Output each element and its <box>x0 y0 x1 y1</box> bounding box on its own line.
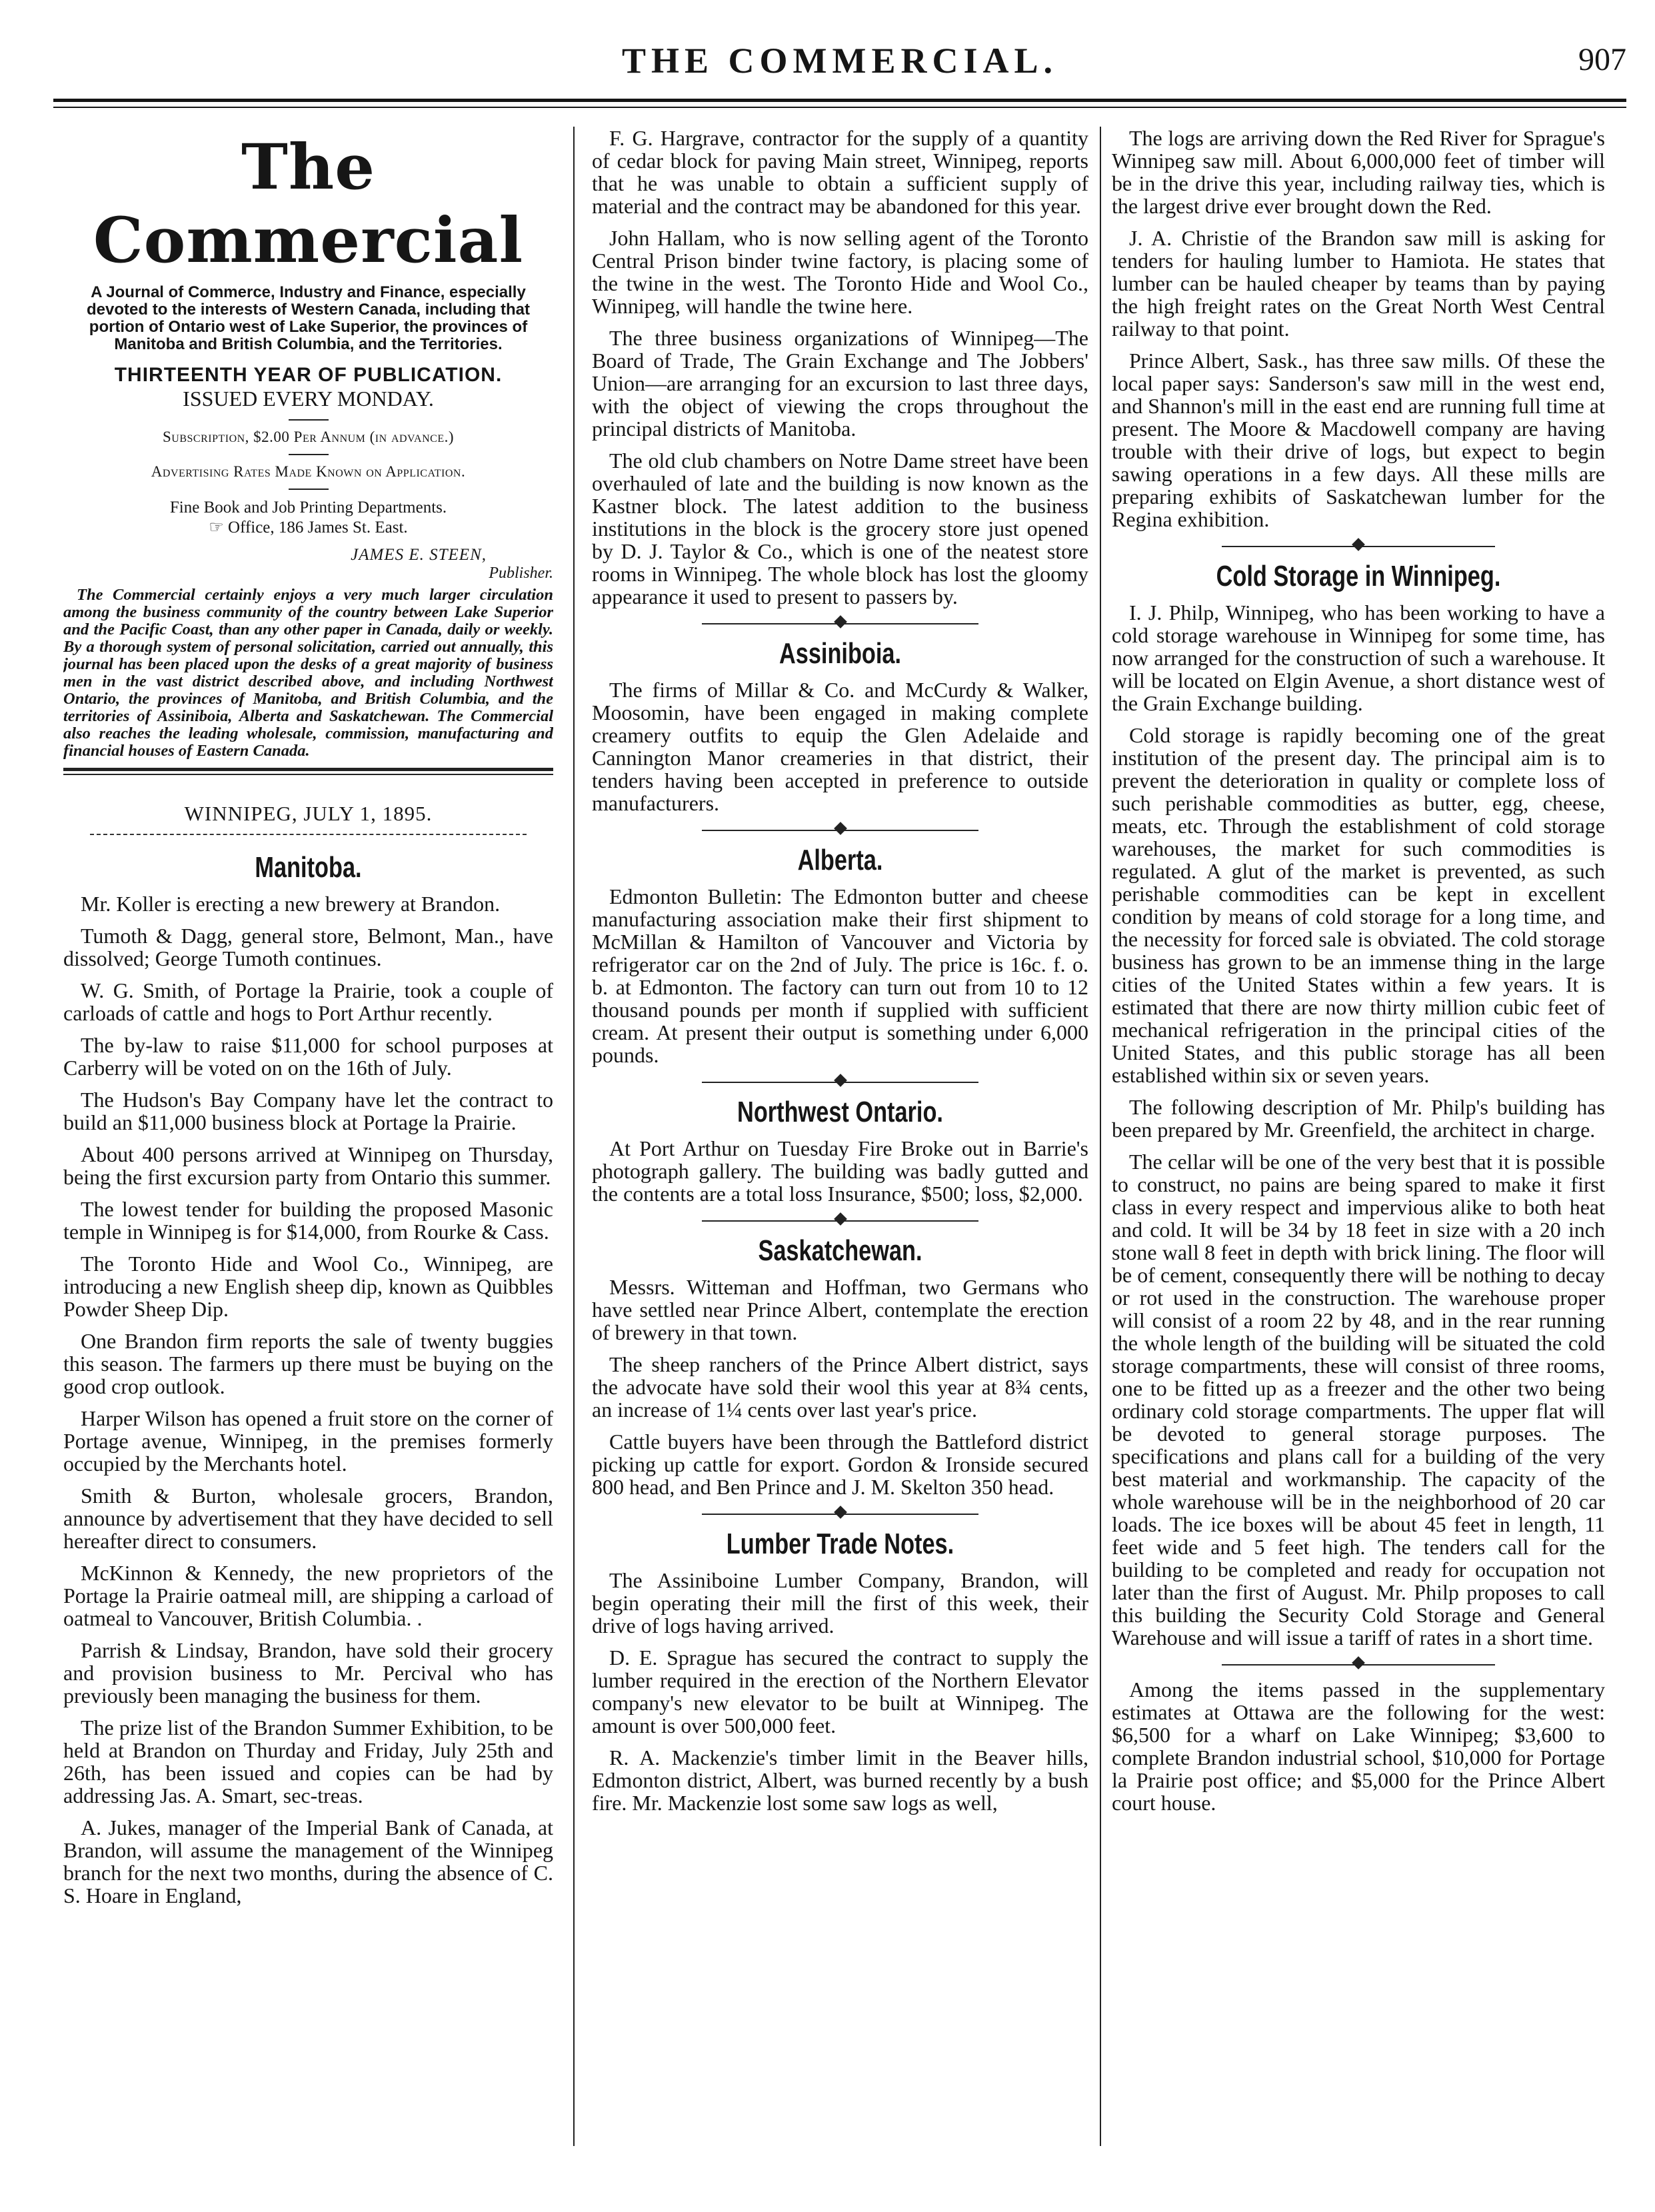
masthead <box>63 131 553 784</box>
masthead-title: The Commercial <box>93 131 524 277</box>
article-paragraph: The Hudson's Bay Company have let the contract to build an $11,000 business block at Portage la Prairie. <box>63 1088 553 1134</box>
article-paragraph: The Assiniboine Lumber Company, Brandon, will begin operating their mill the first of this week, their drive of logs having arrived. <box>592 1568 1088 1638</box>
article-paragraph: Prince Albert, Sask., has three saw mills. Of these the local paper says: Sanderson's saw mill in the west end, and Shannon's mill in the east end are running full time at present. The Moore & Macdowell company are having trouble with their drive of logs, but expect to begin sawing operations in a few days. All these mills are preparing exhibits of Saskatchewan lumber for the Regina exhibition. <box>1112 349 1605 531</box>
masthead-rule <box>63 768 553 771</box>
column-2 <box>592 127 1088 2166</box>
article-paragraph: The three business organizations of Winnipeg—The Board of Trade, The Grain Exchange and The Jobbers' Union—are arranging for an excursion to last three days, with the object of viewing the crops throughout the principal districts of Manitoba. <box>592 326 1088 441</box>
article-paragraph: At Port Arthur on Tuesday Fire Broke out in Barrie's photograph gallery. The building was badly gutted and the contents are a total loss Insurance, $500; loss, $2,000. <box>592 1136 1088 1206</box>
diamond-ornament-icon <box>834 822 847 835</box>
header-rule-thin <box>53 107 1626 108</box>
article-paragraph: J. A. Christie of the Brandon saw mill is asking for tenders for hauling lumber to Hamiota. He states that lumber can be hauled cheaper by teams than by paying the high freight rates on the Great North West Central railway to that point. <box>1112 226 1605 341</box>
masthead-rule-thin <box>63 774 553 775</box>
diamond-ornament-icon <box>1352 1656 1365 1669</box>
section-heading-alberta: Alberta. <box>797 844 883 876</box>
section-heading-northwest-ontario: Northwest Ontario. <box>737 1096 943 1128</box>
page-header <box>53 27 1626 120</box>
article-paragraph: The prize list of the Brandon Summer Exhibition, to be held at Brandon on Thurday and Friday, July 25th and 26th, has been issued and copies can be had by addressing Jas. A. Smart, sec-treas. <box>63 1715 553 1807</box>
article-paragraph: D. E. Sprague has secured the contract to supply the lumber required in the erection of the Northern Elevator company's new elevator to be built at Winnipeg. The amount is over 500,000 feet. <box>592 1646 1088 1737</box>
article-paragraph: The lowest tender for building the proposed Masonic temple in Winnipeg is for $14,000, from Rourke & Cass. <box>63 1197 553 1244</box>
divider <box>289 419 329 421</box>
article-paragraph: The old club chambers on Notre Dame street have been overhauled of late and the building is now known as the Kastner block. The latest addition to the business institutions in the block is the grocery store just opened by D. J. Taylor & Co., which is one of the neatest store rooms in Winnipeg. The whole block has lost the gloomy appearance it used to present to passers by. <box>592 449 1088 608</box>
advertising-line: Advertising Rates Made Known on Application. <box>151 463 466 480</box>
article-paragraph: Cattle buyers have been through the Battleford district picking up cattle for export. Gordon & Ironside secured 800 head, and Ben Prince and J. M. Skelton 350 head. <box>592 1430 1088 1499</box>
article-paragraph: The cellar will be one of the very best that it is possible to construct, no pains are being spared to make it first class in every respect and impervious alike to both heat and cold. It will be 34 by 18 feet in size with a 20 inch stone wall 8 feet in depth with brick lining. The floor will be of cement, consequently there will be nothing to decay or rot used in the construction. The warehouse proper will consist of a room 22 by 48, and in the rear running the whole length of the building will be situated the cold storage compartments, these will consist of three rooms, one to be fitted up as a freezer and the other two being ordinary cold storage compartments. The upper flat will be devoted to general storage purposes. The specifications and plans call for a building of the very best material and workmanship. The capacity of the whole warehouse will be in the neighborhood of 20 car loads. The ice boxes will be about 45 feet in length, 11 feet wide and 5 feet high. The tenders call for the building to be completed and ready for occupation not later than the first of August. Mr. Philp proposes to call this building the Security Cold Storage and General Warehouse and will issue a tariff of rates in a short time. <box>1112 1150 1605 1650</box>
column-1 <box>63 127 553 2166</box>
diamond-ornament-icon <box>834 1212 847 1226</box>
subscription-line: Subscription, $2.00 Per Annum (in advance.) <box>162 429 455 445</box>
column-rule <box>573 127 575 2146</box>
dashed-rule <box>90 834 527 835</box>
article-paragraph: The sheep ranchers of the Prince Albert district, says the advocate have sold their wool this year at 8¾ cents, an increase of 1¼ cents over last year's price. <box>592 1352 1088 1422</box>
ornament-divider <box>1112 540 1605 552</box>
diamond-ornament-icon <box>1352 538 1365 551</box>
article-paragraph: Smith & Burton, wholesale grocers, Brandon, announce by advertisement that they have decided to sell hereafter direct to consumers. <box>63 1484 553 1553</box>
article-paragraph: Cold storage is rapidly becoming one of the great institution of the present day. The principal aim is to prevent the deterioration in quality or complete loss of such perishable commodities as butter, egg, cheese, meats, etc. Through the establishment of cold storage warehouses, the market for such commodities is regulated. A glut of the market is prevented, as such perishable commodities can be kept in excellent condition by means of cold storage for a long time, and the necessity for forced sale is obviated. The cold storage business has grown to be an immense thing in the large cities of the United States within a few years. It is estimated that there are now thirty million cubic feet of mechanical refrigeration in the principal cities of the United States, and this public storage has all been established within six or seven years. <box>1112 723 1605 1087</box>
article-paragraph: Parrish & Lindsay, Brandon, have sold their grocery and provision business to Mr. Percival who has previously been managing the business for them. <box>63 1638 553 1707</box>
divider <box>289 489 329 490</box>
section-heading-cold-storage: Cold Storage in Winnipeg. <box>1216 560 1501 592</box>
masthead-description: A Journal of Commerce, Industry and Finance, especially devoted to the interests of Western Canada, including that portion of Ontario west of Lake Superior, the provinces of Manitoba and British Columbia, and the Territories. <box>87 283 530 353</box>
article-paragraph: The Toronto Hide and Wool Co., Winnipeg, are introducing a new English sheep dip, known as Quibbles Powder Sheep Dip. <box>63 1252 553 1321</box>
circulation-notice: The Commercial certainly enjoys a very much larger circulation among the business community of the country between Lake Superior and the Pacific Coast, than any other paper in Canada, daily or weekly. By a thorough system of personal solicitation, carried out annually, this journal has been placed upon the desks of a great majority of business men in the vast district described above, and including Northwest Ontario, the provinces of Manitoba, and British Columbia, and the territories of Assiniboia, Alberta and Saskatchewan. The Commercial also reaches the leading wholesale, commission, manufacturing and financial houses of Eastern Canada. <box>63 586 553 760</box>
ornament-divider <box>592 824 1088 836</box>
page-number: 907 <box>1578 42 1626 77</box>
section-heading-manitoba: Manitoba. <box>255 851 362 884</box>
column-rule <box>1100 127 1101 2146</box>
article-paragraph: R. A. Mackenzie's timber limit in the Beaver hills, Edmonton district, Albert, was burned recently by a bush fire. Mr. Mackenzie lost some saw logs as well, <box>592 1745 1088 1815</box>
diamond-ornament-icon <box>834 1074 847 1087</box>
diamond-ornament-icon <box>834 1506 847 1519</box>
masthead-year: THIRTEENTH YEAR OF PUBLICATION. <box>114 364 503 386</box>
article-paragraph: The by-law to raise $11,000 for school purposes at Carberry will be voted on on the 16th of July. <box>63 1033 553 1080</box>
article-paragraph: Messrs. Witteman and Hoffman, two Germans who have settled near Prince Albert, contemplate the erection of brewery in that town. <box>592 1275 1088 1344</box>
article-paragraph: Among the items passed in the supplementary estimates at Ottawa are the following for the west: $6,500 for a wharf on Lake Winnipeg; $3,600 to complete Brandon industrial school, $10,000 for Portage la Prairie post office; and $5,000 for the Prince Albert court house. <box>1112 1677 1605 1815</box>
ornament-divider <box>592 617 1088 629</box>
article-paragraph: A. Jukes, manager of the Imperial Bank of Canada, at Brandon, will assume the management of the Winnipeg branch for the next two months, during the absence of C. S. Hoare in England, <box>63 1815 553 1907</box>
section-heading-saskatchewan: Saskatchewan. <box>758 1234 922 1267</box>
ornament-divider <box>592 1076 1088 1088</box>
article-paragraph: W. G. Smith, of Portage la Prairie, took a couple of carloads of cattle and hogs to Port Arthur recently. <box>63 978 553 1025</box>
article-paragraph: The firms of Millar & Co. and McCurdy & Walker, Moosomin, have been engaged in making complete creamery outfits to equip the Glen Adelaide and Cannington Manor creameries in that district, their tenders having been accepted in preference to outside manufacturers. <box>592 678 1088 815</box>
article-paragraph: I. J. Philp, Winnipeg, who has been working to have a cold storage warehouse in Winnipeg for some time, has now arranged for the construction of such a warehouse. It will be located on Elgin Avenue, a short distance west of the Grain Exchange building. <box>1112 600 1605 715</box>
pointing-hand-icon: ☞ <box>209 519 224 537</box>
article-paragraph: The following description of Mr. Philp's building has been prepared by Mr. Greenfield, the architect in charge. <box>1112 1095 1605 1142</box>
publisher-name: JAMES E. STEEN, <box>351 546 487 564</box>
article-paragraph: Edmonton Bulletin: The Edmonton butter and cheese manufacturing association make their first shipment to McMillan & Hamilton of Vancouver and Victoria by refrigerator car on the 2nd of July. The price is 16c. f. o. b. at Edmonton. The factory can turn out from 10 to 12 thousand pounds per month if supplied with sufficient cream. At present their output is something under 6,000 pounds. <box>592 884 1088 1067</box>
article-paragraph: Mr. Koller is erecting a new brewery at Brandon. <box>81 892 501 916</box>
section-heading-assiniboia: Assiniboia. <box>779 637 902 670</box>
ornament-divider <box>1112 1658 1605 1670</box>
job-printing-line: Fine Book and Job Printing Departments. <box>169 499 447 517</box>
article-paragraph: The logs are arriving down the Red River for Sprague's Winnipeg saw mill. About 6,000,000 feet of timber will be in the drive this year, including railway ties, which is the largest drive ever brought down the Red. <box>1112 127 1605 218</box>
publisher-role: Publisher. <box>489 564 553 582</box>
diamond-ornament-icon <box>834 615 847 628</box>
ornament-divider <box>592 1214 1088 1226</box>
header-rule-thick <box>53 99 1626 102</box>
masthead-issued: ISSUED EVERY MONDAY. <box>183 387 434 411</box>
column-3 <box>1112 127 1605 2166</box>
office-line <box>63 518 553 538</box>
article-paragraph: John Hallam, who is now selling agent of the Toronto Central Prison binder twine factory, is placing some of the twine in the west. The Toronto Hide and Wool Co., Winnipeg, will handle the twine here. <box>592 226 1088 318</box>
ornament-divider <box>592 1508 1088 1520</box>
office-address: Office, 186 James St. East. <box>228 519 408 537</box>
article-paragraph: McKinnon & Kennedy, the new proprietors of the Portage la Prairie oatmeal mill, are shipping a carload of oatmeal to Vancouver, British Columbia. . <box>63 1561 553 1630</box>
divider <box>289 454 329 455</box>
article-paragraph: F. G. Hargrave, contractor for the supply of a quantity of cedar block for paving Main street, Winnipeg, reports that he was unable to obtain a sufficient supply of material and the contract may be abandoned for this year. <box>592 127 1088 218</box>
dateline: WINNIPEG, JULY 1, 1895. <box>184 802 433 825</box>
section-heading-lumber-trade-notes: Lumber Trade Notes. <box>726 1528 954 1560</box>
article-paragraph: Tumoth & Dagg, general store, Belmont, Man., have dissolved; George Tumoth continues. <box>63 924 553 970</box>
article-paragraph: Harper Wilson has opened a fruit store on the corner of Portage avenue, Winnipeg, in the premises formerly occupied by the Merchants hotel. <box>63 1406 553 1476</box>
article-paragraph: One Brandon firm reports the sale of twenty buggies this season. The farmers up there must be buying on the good crop outlook. <box>63 1329 553 1398</box>
running-title: THE COMMERCIAL. <box>621 41 1058 81</box>
article-paragraph: About 400 persons arrived at Winnipeg on Thursday, being the first excursion party from Ontario this summer. <box>63 1142 553 1189</box>
